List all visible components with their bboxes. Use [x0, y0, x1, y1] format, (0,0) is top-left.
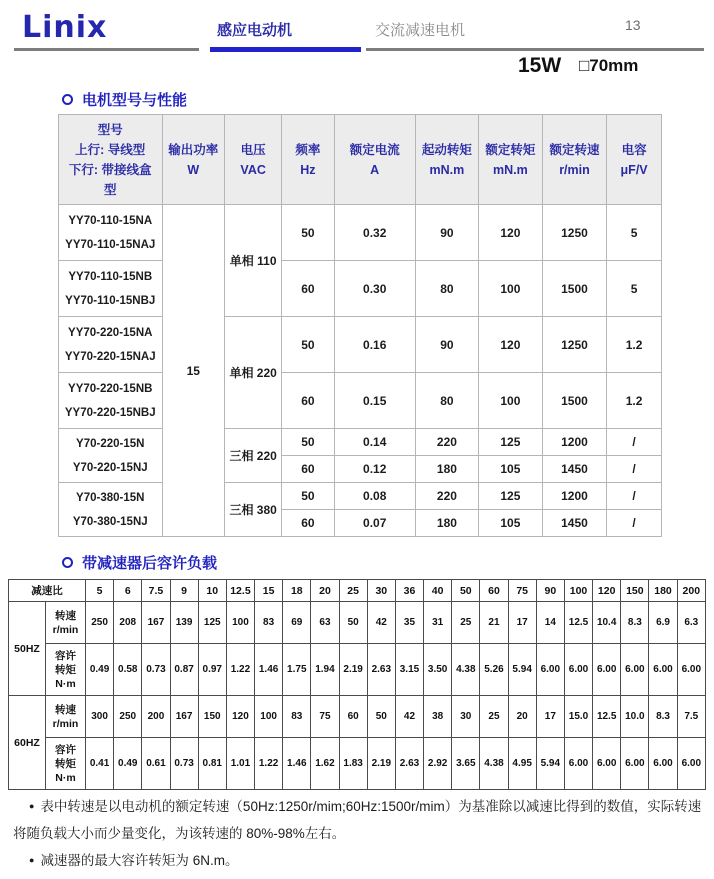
speed-value-cell: 250: [86, 602, 114, 644]
rated-speed-header: 额定转速 r/min: [542, 115, 606, 205]
circle-bullet-icon: [62, 94, 73, 105]
speed-value-cell: 83: [283, 696, 311, 738]
speed-value-cell: 10.4: [593, 602, 621, 644]
torque-value-cell: 3.50: [424, 644, 452, 696]
voltage-cell: 三相 380: [225, 483, 282, 537]
speed-value-cell: 75: [311, 696, 339, 738]
torque-value-cell: 1.62: [311, 738, 339, 790]
starting-torque-cell: 80: [415, 261, 478, 317]
starting-torque-cell: 180: [415, 510, 478, 537]
rated-current-cell: 0.15: [334, 373, 415, 429]
motor-table: [58, 114, 662, 537]
torque-value-cell: 6.00: [677, 738, 705, 790]
torque-value-cell: 4.38: [452, 644, 480, 696]
note-text: 表中转速是以电动机的额定转速（50Hz:1250r/mim;60Hz:1500r/mim）为基准除以减速比得到的数值，实际转速将随负载大小而少量变化，为该转速的 80%-98%左右。: [13, 799, 702, 841]
model-cell: Y70-220-15N Y70-220-15NJ: [59, 429, 163, 483]
torque-value-cell: 2.63: [395, 738, 423, 790]
starting-torque-cell: 220: [415, 483, 478, 510]
rated-current-header: 额定电流 A: [334, 115, 415, 205]
torque-value-cell: 1.75: [283, 644, 311, 696]
frequency-cell: 50: [282, 483, 334, 510]
speed-value-cell: 25: [480, 696, 508, 738]
speed-value-cell: 100: [255, 696, 283, 738]
ratio-header-cell: 30: [367, 580, 395, 602]
ratio-header-cell: 6: [114, 580, 142, 602]
torque-value-cell: 0.61: [142, 738, 170, 790]
speed-value-cell: 8.3: [621, 602, 649, 644]
speed-value-cell: 12.5: [564, 602, 592, 644]
speed-value-cell: 6.3: [677, 602, 705, 644]
rated-torque-cell: 105: [479, 510, 543, 537]
torque-value-cell: 0.49: [114, 738, 142, 790]
speed-value-cell: 50: [339, 602, 367, 644]
speed-value-cell: 167: [142, 602, 170, 644]
torque-value-cell: 2.92: [424, 738, 452, 790]
starting-torque-cell: 220: [415, 429, 478, 456]
speed-label-cell: 转速 r/min: [46, 602, 86, 644]
circle-bullet-icon: [62, 557, 73, 568]
torque-value-cell: 6.00: [621, 644, 649, 696]
speed-value-cell: 42: [395, 696, 423, 738]
ratio-header-cell: 90: [536, 580, 564, 602]
torque-value-cell: 1.22: [255, 738, 283, 790]
output-power-cell: 15: [162, 205, 225, 537]
model-cell: Y70-380-15N Y70-380-15NJ: [59, 483, 163, 537]
capacitor-cell: 1.2: [607, 317, 662, 373]
speed-value-cell: 150: [198, 696, 226, 738]
ratio-header-cell: 40: [424, 580, 452, 602]
speed-value-cell: 6.9: [649, 602, 677, 644]
rated-torque-cell: 100: [479, 261, 543, 317]
rated-torque-cell: 125: [479, 429, 543, 456]
starting-torque-cell: 180: [415, 456, 478, 483]
speed-value-cell: 250: [114, 696, 142, 738]
starting-torque-cell: 90: [415, 205, 478, 261]
torque-value-cell: 1.46: [283, 738, 311, 790]
motor-section-title-text: 电机型号与性能: [82, 92, 188, 109]
output-power-header: 输出功率 W: [162, 115, 225, 205]
torque-value-cell: 6.00: [621, 738, 649, 790]
ratio-header-cell: 12.5: [226, 580, 254, 602]
torque-label-cell: 容许 转矩 N·m: [46, 738, 86, 790]
torque-label-cell: 容许 转矩 N·m: [46, 644, 86, 696]
note-text: 减速器的最大容许转矩为 6N.m。: [40, 853, 239, 868]
divider-left-segment: [14, 48, 199, 51]
rated-current-cell: 0.16: [334, 317, 415, 373]
frequency-cell: 60: [282, 456, 334, 483]
torque-value-cell: 1.83: [339, 738, 367, 790]
speed-value-cell: 83: [255, 602, 283, 644]
capacitor-cell: /: [607, 483, 662, 510]
ratio-header-cell: 20: [311, 580, 339, 602]
voltage-cell: 三相 220: [225, 429, 282, 483]
capacitor-cell: /: [607, 456, 662, 483]
rated-speed-cell: 1250: [542, 205, 606, 261]
speed-value-cell: 50: [367, 696, 395, 738]
rated-speed-cell: 1200: [542, 429, 606, 456]
rated-current-cell: 0.08: [334, 483, 415, 510]
rated-current-cell: 0.32: [334, 205, 415, 261]
speed-value-cell: 31: [424, 602, 452, 644]
frequency-cell: 50: [282, 205, 334, 261]
torque-value-cell: 2.19: [339, 644, 367, 696]
speed-value-cell: 12.5: [593, 696, 621, 738]
speed-value-cell: 120: [226, 696, 254, 738]
note-item: [13, 793, 703, 847]
rated-speed-cell: 1500: [542, 373, 606, 429]
starting-torque-header: 起动转矩 mN.m: [415, 115, 478, 205]
speed-value-cell: 35: [395, 602, 423, 644]
ratio-header-cell: 25: [339, 580, 367, 602]
bullet-icon: ●: [29, 801, 35, 811]
voltage-header: 电压 VAC: [225, 115, 282, 205]
ratio-header-cell: 150: [621, 580, 649, 602]
speed-value-cell: 63: [311, 602, 339, 644]
torque-value-cell: 4.38: [480, 738, 508, 790]
starting-torque-cell: 90: [415, 317, 478, 373]
frequency-cell: 60: [282, 510, 334, 537]
rated-torque-header: 额定转矩 mN.m: [479, 115, 543, 205]
torque-value-cell: 6.00: [677, 644, 705, 696]
speed-value-cell: 21: [480, 602, 508, 644]
ratio-header-cell: 50: [452, 580, 480, 602]
torque-value-cell: 0.73: [170, 738, 198, 790]
torque-value-cell: 0.49: [86, 644, 114, 696]
model-cell: YY70-220-15NA YY70-220-15NAJ: [59, 317, 163, 373]
speed-value-cell: 17: [508, 602, 536, 644]
speed-value-cell: 42: [367, 602, 395, 644]
rated-torque-cell: 120: [479, 317, 543, 373]
ratio-corner-header: 减速比: [9, 580, 86, 602]
torque-value-cell: 5.94: [536, 738, 564, 790]
torque-value-cell: 5.94: [508, 644, 536, 696]
gear-section-title-text: 带减速器后容许负载: [82, 555, 218, 572]
rated-speed-cell: 1450: [542, 510, 606, 537]
capacitor-cell: /: [607, 429, 662, 456]
ratio-header-cell: 60: [480, 580, 508, 602]
ratio-header-cell: 7.5: [142, 580, 170, 602]
frequency-cell: 50: [282, 317, 334, 373]
gear-section-title: [62, 552, 217, 573]
capacitor-cell: 5: [607, 205, 662, 261]
frequency-cell: 60: [282, 373, 334, 429]
rated-current-cell: 0.07: [334, 510, 415, 537]
torque-value-cell: 6.00: [593, 644, 621, 696]
torque-value-cell: 3.65: [452, 738, 480, 790]
voltage-cell: 单相 220: [225, 317, 282, 429]
notes: [13, 793, 703, 874]
torque-value-cell: 6.00: [564, 644, 592, 696]
speed-value-cell: 14: [536, 602, 564, 644]
ratio-header-cell: 36: [395, 580, 423, 602]
frame-size-spec: □70mm: [579, 56, 639, 75]
torque-value-cell: 0.41: [86, 738, 114, 790]
active-tab-underline: [210, 47, 361, 52]
capacitor-cell: 5: [607, 261, 662, 317]
rated-speed-cell: 1500: [542, 261, 606, 317]
voltage-cell: 单相 110: [225, 205, 282, 317]
rated-current-cell: 0.14: [334, 429, 415, 456]
frequency-cell: 50: [282, 429, 334, 456]
frequency-header: 频率 Hz: [282, 115, 334, 205]
torque-value-cell: 1.01: [226, 738, 254, 790]
speed-label-cell: 转速 r/min: [46, 696, 86, 738]
torque-value-cell: 1.46: [255, 644, 283, 696]
torque-value-cell: 6.00: [649, 738, 677, 790]
rated-speed-cell: 1250: [542, 317, 606, 373]
frequency-cell: 60: [282, 261, 334, 317]
torque-value-cell: 4.95: [508, 738, 536, 790]
speed-value-cell: 167: [170, 696, 198, 738]
torque-value-cell: 5.26: [480, 644, 508, 696]
torque-value-cell: 0.58: [114, 644, 142, 696]
torque-value-cell: 1.22: [226, 644, 254, 696]
rated-torque-cell: 120: [479, 205, 543, 261]
rated-torque-cell: 100: [479, 373, 543, 429]
ratio-header-cell: 18: [283, 580, 311, 602]
frequency-label-cell: 50HZ: [9, 602, 46, 696]
ratio-header-cell: 200: [677, 580, 705, 602]
ratio-header-cell: 10: [198, 580, 226, 602]
speed-value-cell: 30: [452, 696, 480, 738]
torque-value-cell: 6.00: [593, 738, 621, 790]
speed-value-cell: 17: [536, 696, 564, 738]
capacitor-cell: 1.2: [607, 373, 662, 429]
note-item: [13, 847, 703, 874]
ratio-header-cell: 180: [649, 580, 677, 602]
speed-value-cell: 69: [283, 602, 311, 644]
torque-value-cell: 2.19: [367, 738, 395, 790]
ratio-header-cell: 9: [170, 580, 198, 602]
rated-speed-cell: 1450: [542, 456, 606, 483]
divider-right-segment: [366, 48, 704, 51]
torque-value-cell: 2.63: [367, 644, 395, 696]
speed-value-cell: 300: [86, 696, 114, 738]
torque-value-cell: 0.87: [170, 644, 198, 696]
starting-torque-cell: 80: [415, 373, 478, 429]
speed-value-cell: 38: [424, 696, 452, 738]
speed-value-cell: 8.3: [649, 696, 677, 738]
rated-torque-cell: 125: [479, 483, 543, 510]
rated-torque-cell: 105: [479, 456, 543, 483]
gear-table: [8, 579, 706, 790]
motor-section-title: [62, 89, 187, 110]
linix-logo: Linix: [22, 10, 108, 45]
speed-value-cell: 15.0: [564, 696, 592, 738]
torque-value-cell: 1.94: [311, 644, 339, 696]
speed-value-cell: 208: [114, 602, 142, 644]
ratio-header-cell: 120: [593, 580, 621, 602]
torque-value-cell: 6.00: [649, 644, 677, 696]
power-spec: 15W: [518, 54, 562, 77]
tab-induction-motor[interactable]: 感应电动机: [217, 22, 293, 39]
rated-current-cell: 0.12: [334, 456, 415, 483]
speed-value-cell: 60: [339, 696, 367, 738]
torque-value-cell: 0.81: [198, 738, 226, 790]
speed-value-cell: 139: [170, 602, 198, 644]
model-cell: YY70-110-15NB YY70-110-15NBJ: [59, 261, 163, 317]
torque-value-cell: 6.00: [536, 644, 564, 696]
torque-value-cell: 3.15: [395, 644, 423, 696]
model-cell: YY70-110-15NA YY70-110-15NAJ: [59, 205, 163, 261]
torque-value-cell: 0.73: [142, 644, 170, 696]
speed-value-cell: 100: [226, 602, 254, 644]
bullet-icon: ●: [29, 855, 35, 865]
spec-line: [0, 54, 714, 80]
page-number: 13: [625, 17, 641, 33]
frequency-label-cell: 60HZ: [9, 696, 46, 790]
speed-value-cell: 200: [142, 696, 170, 738]
ratio-header-cell: 15: [255, 580, 283, 602]
speed-value-cell: 7.5: [677, 696, 705, 738]
ratio-header-cell: 100: [564, 580, 592, 602]
tab-ac-gear-motor[interactable]: 交流减速电机: [375, 22, 466, 39]
capacitor-header: 电容 μF/V: [607, 115, 662, 205]
model-cell: YY70-220-15NB YY70-220-15NBJ: [59, 373, 163, 429]
rated-speed-cell: 1200: [542, 483, 606, 510]
speed-value-cell: 10.0: [621, 696, 649, 738]
capacitor-cell: /: [607, 510, 662, 537]
torque-value-cell: 6.00: [564, 738, 592, 790]
speed-value-cell: 25: [452, 602, 480, 644]
torque-value-cell: 0.97: [198, 644, 226, 696]
rated-current-cell: 0.30: [334, 261, 415, 317]
ratio-header-cell: 5: [86, 580, 114, 602]
model-header: 型号 上行: 导线型 下行: 带接线盒 型: [59, 115, 163, 205]
header-divider: [0, 47, 714, 53]
speed-value-cell: 125: [198, 602, 226, 644]
ratio-header-cell: 75: [508, 580, 536, 602]
speed-value-cell: 20: [508, 696, 536, 738]
